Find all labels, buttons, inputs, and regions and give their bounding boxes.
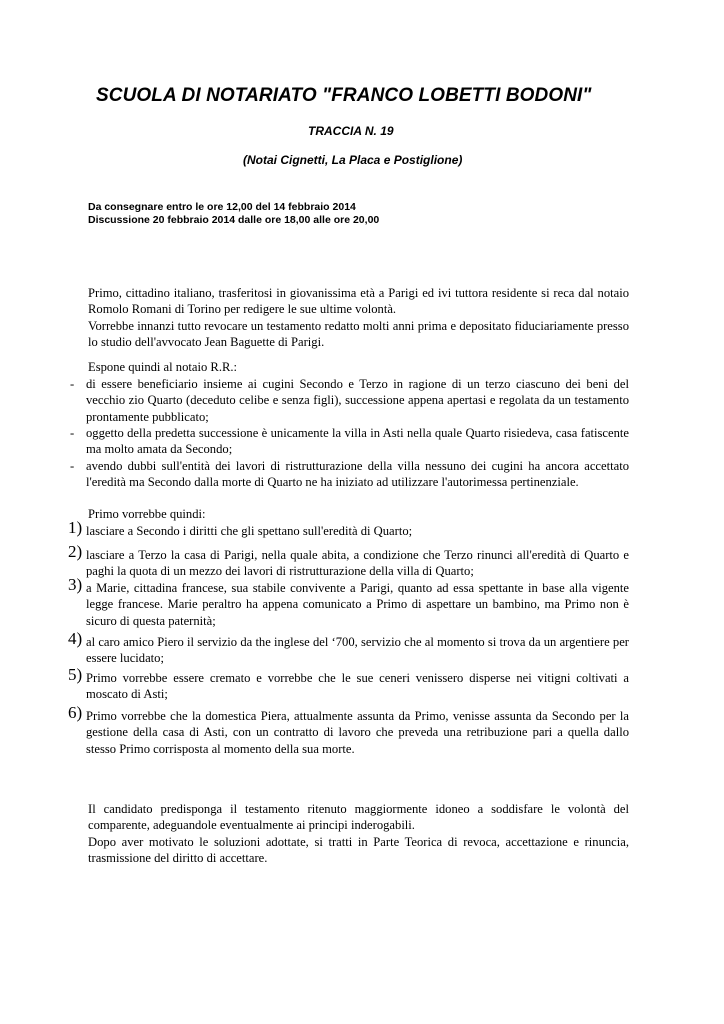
numbered-item xyxy=(68,518,629,539)
item-text: lasciare a Terzo la casa di Parigi, nella quale abita, a condizione che Terzo rinunci all'eredità di Quarto e paghi la quota di un mezzo dei lavori di ristrutturazione della villa di Quarto; xyxy=(86,548,629,579)
closing-paragraph-1: Il candidato predisponga il testamento ritenuto maggiormente idoneo a soddisfare le volontà del comparente, adeguandole eventualmente ai principi inderogabili. xyxy=(88,802,629,833)
consegna-line: Da consegnare entro le ore 12,00 del 14 febbraio 2014 xyxy=(88,201,356,213)
closing-paragraph-2: Dopo aver motivato le soluzioni adottate, si tratti in Parte Teorica di revoca, accettazione e rinuncia, trasmissione del diritto di accettare. xyxy=(88,834,629,866)
bullet-item xyxy=(70,376,629,425)
item-text: a Marie, cittadina francese, sua stabile convivente a Parigi, quanto ad essa spettante in base alla vigente legge francese. Marie peraltro ha appena comunicato a Primo di aspettare un bambino, ma Primo non è sicuro di questa paternità; xyxy=(86,581,629,628)
bullet-dash: - xyxy=(70,459,75,473)
vorrebbe-line: Primo vorrebbe quindi: xyxy=(88,507,206,521)
numbered-item xyxy=(68,665,629,703)
bullet-item xyxy=(70,458,629,491)
deadline-block xyxy=(88,201,379,226)
intro-paragraph xyxy=(88,285,629,351)
espone-line: Espone quindi al notaio R.R.: xyxy=(88,360,238,374)
bullet-text: di essere beneficiario insieme ai cugini Secondo e Terzo in ragione di un terzo ciascuno dei beni del vecchio zio Quarto (deceduto celibe e senza figli), successione appena apertasi e regolata da un testamento prontamente pubblicato; xyxy=(86,377,629,424)
numbered-item xyxy=(68,542,629,580)
traccia-number: TRACCIA N. 19 xyxy=(308,124,394,138)
bullet-text: avendo dubbi sull'entità dei lavori di ristrutturazione della villa nessuno dei cugini ha ancora accettato l'eredità ma Secondo dalla morte di Quarto ne ha iniziato ad utilizzare l'autorimessa pertinenziale. xyxy=(86,459,629,490)
intro-paragraph-1: Primo, cittadino italiano, trasferitosi in giovanissima età a Parigi ed ivi tuttora residente si reca dal notaio Romolo Romani di Torino per redigere le sue ultime volontà. xyxy=(88,286,629,317)
item-number: 6) xyxy=(68,703,83,722)
numbered-item xyxy=(68,575,629,629)
bullet-dash: - xyxy=(70,426,75,440)
item-text: al caro amico Piero il servizio da the inglese del ‘700, servizio che al momento si trova da un argentiere per essere lucidato; xyxy=(86,635,629,666)
item-text: lasciare a Secondo i diritti che gli spettano sull'eredità di Quarto; xyxy=(86,524,413,538)
item-text: Primo vorrebbe essere cremato e vorrebbe che le sue ceneri venissero disperse nei vitigni coltivati a moscato di Asti; xyxy=(86,671,629,702)
closing-paragraph xyxy=(88,801,629,867)
numbered-item xyxy=(68,703,629,757)
intro-paragraph-2: Vorrebbe innanzi tutto revocare un testamento redatto molti anni prima e depositato fiduciariamente presso lo studio dell'avvocato Jean Baguette di Parigi. xyxy=(88,318,629,350)
item-number: 2) xyxy=(68,542,83,561)
item-number: 1) xyxy=(68,518,83,537)
bullet-dash: - xyxy=(70,377,75,391)
bullet-item xyxy=(70,425,629,458)
bullet-text: oggetto della predetta successione è unicamente la villa in Asti nella quale Quarto risiedeva, casa fatiscente ma molto amata da Secondo; xyxy=(86,426,629,457)
discussione-line: Discussione 20 febbraio 2014 dalle ore 18,00 alle ore 20,00 xyxy=(88,213,380,226)
item-number: 3) xyxy=(68,575,83,594)
item-number: 4) xyxy=(68,629,83,648)
item-number: 5) xyxy=(68,665,83,684)
numbered-item xyxy=(68,629,629,667)
school-title: SCUOLA DI NOTARIATO "FRANCO LOBETTI BODONI" xyxy=(96,85,592,106)
item-text: Primo vorrebbe che la domestica Piera, attualmente assunta da Primo, venisse assunta da Secondo per la gestione della casa di Asti, con un contratto di lavoro che preveda una retribuzione pari a quella dallo stesso Primo corrisposta al momento della sua morte. xyxy=(86,709,629,756)
notai-names: (Notai Cignetti, La Placa e Postiglione) xyxy=(243,153,463,167)
